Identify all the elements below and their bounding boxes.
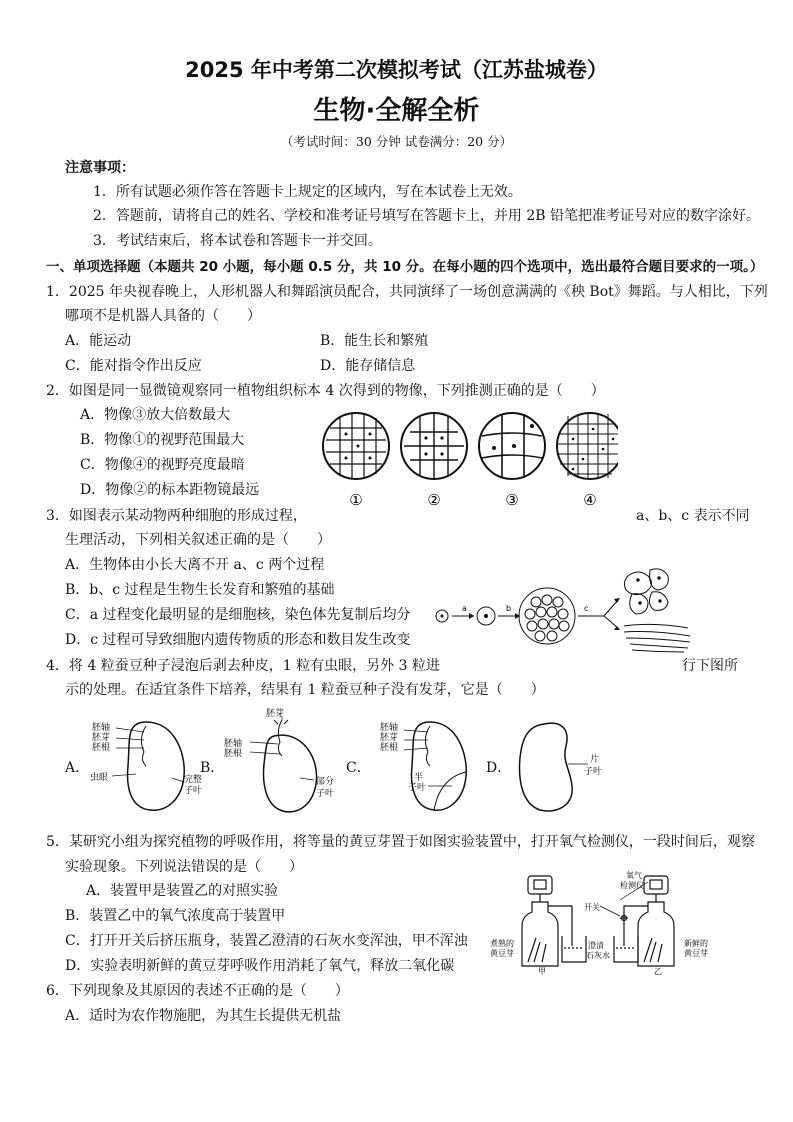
microscope-view-2 <box>401 413 467 479</box>
q3-option-d: D．c 过程可导致细胞内遗传物质的形态和数目发生改变 <box>65 632 411 648</box>
q4-option-b: B． <box>200 760 225 776</box>
seed-label: 胚根 <box>92 743 111 753</box>
seed-label: 部分 <box>316 777 335 787</box>
seed-figure-b <box>222 708 348 820</box>
seed-label: 半 <box>414 773 424 783</box>
apparatus-label: 黄豆芽 <box>490 949 514 958</box>
process-c-label: c <box>584 604 589 613</box>
q3-option-c: C．a 过程变化最明显的是细胞核，染色体先复制后均分 <box>65 607 411 623</box>
q1-option-b: B．能生长和繁殖 <box>320 333 429 349</box>
q5-option-b: B．装置乙中的氧气浓度高于装置甲 <box>65 908 286 924</box>
microscope-view-3 <box>479 413 545 479</box>
microscope-view-4 <box>557 413 618 479</box>
q4-option-a: A． <box>65 760 90 776</box>
notice-heading: 注意事项： <box>65 160 135 176</box>
respiration-apparatus-figure <box>488 866 740 976</box>
notice-item: 1．所有试题必须作答在答题卡上规定的区域内，写在本试卷上无效。 <box>93 184 522 200</box>
apparatus-label: 开关 <box>584 903 600 912</box>
seed-label: 片 <box>590 755 600 765</box>
q3-option-b: B．b、c 过程是生物生长发育和繁殖的基础 <box>65 582 335 598</box>
apparatus-label: 黄豆芽 <box>684 949 708 958</box>
round-cells <box>624 569 668 614</box>
process-a-label: a <box>462 604 467 613</box>
q5-option-c: C．打开开关后挤压瓶身，装置乙澄清的石灰水变浑浊，甲不浑浊 <box>65 933 468 949</box>
q2-option-a: A．物像③放大倍数最大 <box>80 407 231 423</box>
apparatus-label: 石灰水 <box>586 951 610 960</box>
seed-label: 完整 <box>184 775 203 785</box>
exam-info: （考试时间：30 分钟 试卷满分：20 分） <box>280 134 513 149</box>
q2-stem: 2．如图是同一显微镜观察同一植物组织标本 4 次得到的物像，下列推测正确的是（ ） <box>46 383 605 399</box>
q5-option-d: D．实验表明新鲜的黄豆芽呼吸作用消耗了氧气，释放二氧化碳 <box>65 958 455 974</box>
seed-figure-d <box>508 716 618 816</box>
seed-figure-c <box>368 716 480 816</box>
seed-label: 胚轴 <box>380 723 399 733</box>
q2-option-c: C．物像④的视野亮度最暗 <box>80 457 245 473</box>
muscle-cells <box>624 624 690 652</box>
section-heading: 一、单项选择题（本题共 20 小题，每小题 0.5 分，共 10 分。在每小题的四个选项中，选出最符合题目要求的一项。） <box>46 259 764 275</box>
seed-label: 胚芽 <box>92 733 111 743</box>
notice-item: 2．答题前，请将自己的姓名、学校和准考证号填写在答题卡上，并用 2B 铅笔把准考证号对应的数字涂好。 <box>93 208 761 224</box>
apparatus-label: 煮熟的 <box>490 939 514 948</box>
view-label: ③ <box>505 491 519 509</box>
process-b-label: b <box>506 604 512 613</box>
apparatus-label: 乙 <box>654 967 662 976</box>
notice-item: 3．考试结束后，将本试卷和答题卡一并交回。 <box>93 233 382 249</box>
view-label: ④ <box>583 491 597 509</box>
q2-option-d: D．物像②的标本距物镜最远 <box>80 482 260 498</box>
microscope-view-1 <box>323 413 389 479</box>
q4-option-d: D． <box>486 760 512 776</box>
q2-option-b: B．物像①的视野范围最大 <box>80 432 245 448</box>
microscope-images-figure <box>318 408 618 512</box>
seed-label: 胚轴 <box>92 723 111 733</box>
q6-option-a: A．适时为农作物施肥，为其生长提供无机盐 <box>65 1008 342 1024</box>
seed-label: 胚芽 <box>380 733 399 743</box>
seed-label: 子叶 <box>408 783 427 793</box>
apparatus-label: 澄清 <box>588 941 604 950</box>
seed-label: 子叶 <box>584 767 603 777</box>
q6-stem: 6．下列现象及其原因的表述不正确的是（ ） <box>46 983 349 999</box>
q1-stem: 1．2025 年央视春晚上，人形机器人和舞蹈演员配合，共同演绎了一场创意满满的《秧 Bot》舞蹈。与人相比，下列 <box>46 284 768 300</box>
q4-stem-tail: 行下图所 <box>682 658 738 674</box>
q1-stem-2: 哪项不是机器人具备的（ ） <box>65 308 261 324</box>
seed-figure-a <box>86 716 206 816</box>
q1-option-c: C．能对指令作出反应 <box>65 358 202 374</box>
exam-subtitle: 生物·全解全析 <box>313 96 480 126</box>
apparatus-label: 新鲜的 <box>684 939 708 948</box>
seed-label: 子叶 <box>316 789 335 799</box>
q5-stem-2: 实验现象。下列说法错误的是（ ） <box>65 859 303 875</box>
q5-option-a: A．装置甲是装置乙的对照实验 <box>86 883 279 899</box>
seed-label: 胚芽 <box>266 709 285 719</box>
q3-stem-2: 生理活动，下列相关叙述正确的是（ ） <box>65 532 331 548</box>
q1-option-a: A．能运动 <box>65 333 132 349</box>
exam-title: 2025 年中考第二次模拟考试（江苏盐城卷） <box>185 58 608 82</box>
q3-stem: 3．如图表示某动物两种细胞的形成过程， <box>46 508 307 524</box>
view-label: ① <box>349 491 363 509</box>
seed-label: 胚根 <box>380 743 399 753</box>
cell-cluster <box>519 588 575 644</box>
apparatus-label: 甲 <box>538 967 546 976</box>
q3-option-a: A．生物体由小长大离不开 a、c 两个过程 <box>65 557 325 573</box>
seed-label: 胚轴 <box>224 739 243 749</box>
q1-option-d: D．能存储信息 <box>320 358 416 374</box>
seed-label: 胚根 <box>224 749 243 759</box>
apparatus-label: 检测仪 <box>620 881 644 890</box>
q5-stem: 5．某研究小组为探究植物的呼吸作用，将等量的黄豆芽置于如图实验装置中，打开氧气检测仪，一段时间后，观察 <box>46 834 755 850</box>
q4-stem-2: 示的处理。在适宜条件下培养，结果有 1 粒蚕豆种子没有发芽，它是（ ） <box>65 682 545 698</box>
apparatus-label: 氧气 <box>626 871 642 880</box>
q4-option-c: C． <box>346 760 371 776</box>
seed-label: 虫眼 <box>90 773 109 783</box>
seed-label: 子叶 <box>184 786 203 796</box>
q4-stem: 4．将 4 粒蚕豆种子浸泡后剥去种皮，1 粒有虫眼，另外 3 粒进 <box>46 658 440 674</box>
cell-division-figure <box>432 566 702 662</box>
view-label: ② <box>427 491 441 509</box>
q3-stem-tail: a、b、c 表示不同 <box>636 508 750 524</box>
